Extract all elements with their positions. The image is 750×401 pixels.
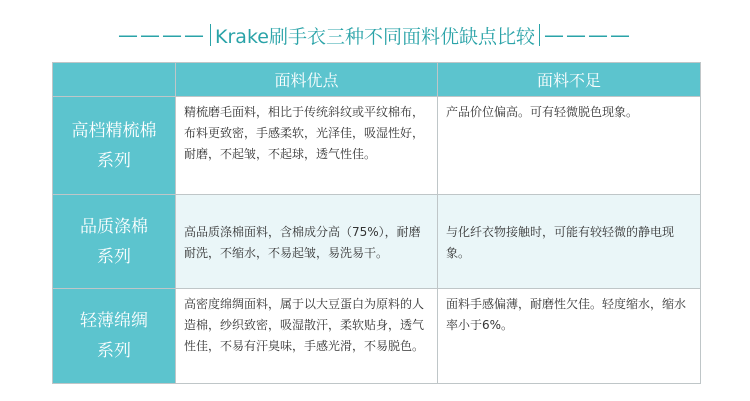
- title-text: Krake刷手衣三种不同面料优缺点比较: [215, 25, 535, 48]
- pros-cell: 高密度绵绸面料，属于以大豆蛋白为原料的人造棉，纱织致密，吸湿散汗，柔软贴身，透气性佳，不易有汗臭味，手感光滑，不易脱色。: [176, 289, 438, 384]
- row-label-line1: 轻薄绵绸: [80, 311, 148, 331]
- page-title: [0, 20, 750, 50]
- row-label-line2: 系列: [97, 150, 131, 171]
- row-label: [53, 289, 176, 384]
- header-pros: 面料优点: [176, 63, 438, 97]
- row-label-line2: 系列: [97, 246, 131, 267]
- row-label-line1: 品质涤棉: [80, 216, 148, 237]
- row-label-line2: 系列: [97, 341, 131, 361]
- cons-cell: 与化纤衣物接触时，可能有较轻微的静电现象。: [438, 195, 701, 289]
- table-header-row: [53, 63, 701, 97]
- pros-cell: 高品质涤棉面料，含棉成分高（75%），耐磨耐洗，不缩水，不易起皱，易洗易干。: [176, 195, 438, 289]
- comparison-table: [52, 62, 701, 384]
- pros-cell: 精梳磨毛面料，相比于传统斜纹或平纹棉布，布料更致密，手感柔软，光泽佳，吸湿性好，耐磨，不起皱，不起球，透气性佳。: [176, 97, 438, 195]
- header-cons: 面料不足: [438, 63, 701, 97]
- title-dashes-right: ————: [543, 23, 632, 47]
- header-corner-cell: [53, 63, 176, 97]
- table-row: [53, 195, 701, 289]
- row-label: [53, 195, 176, 289]
- title-divider-left: [210, 24, 211, 46]
- table-row: [53, 97, 701, 195]
- table-row: [53, 289, 701, 384]
- title-dashes-left: ————: [118, 23, 207, 47]
- title-divider-right: [539, 24, 540, 46]
- row-label: [53, 97, 176, 195]
- cons-cell: 面料手感偏薄，耐磨性欠佳。轻度缩水，缩水率小于6%。: [438, 289, 701, 384]
- cons-cell: 产品价位偏高。可有轻微脱色现象。: [438, 97, 701, 195]
- row-label-line1: 高档精梳棉: [71, 120, 157, 141]
